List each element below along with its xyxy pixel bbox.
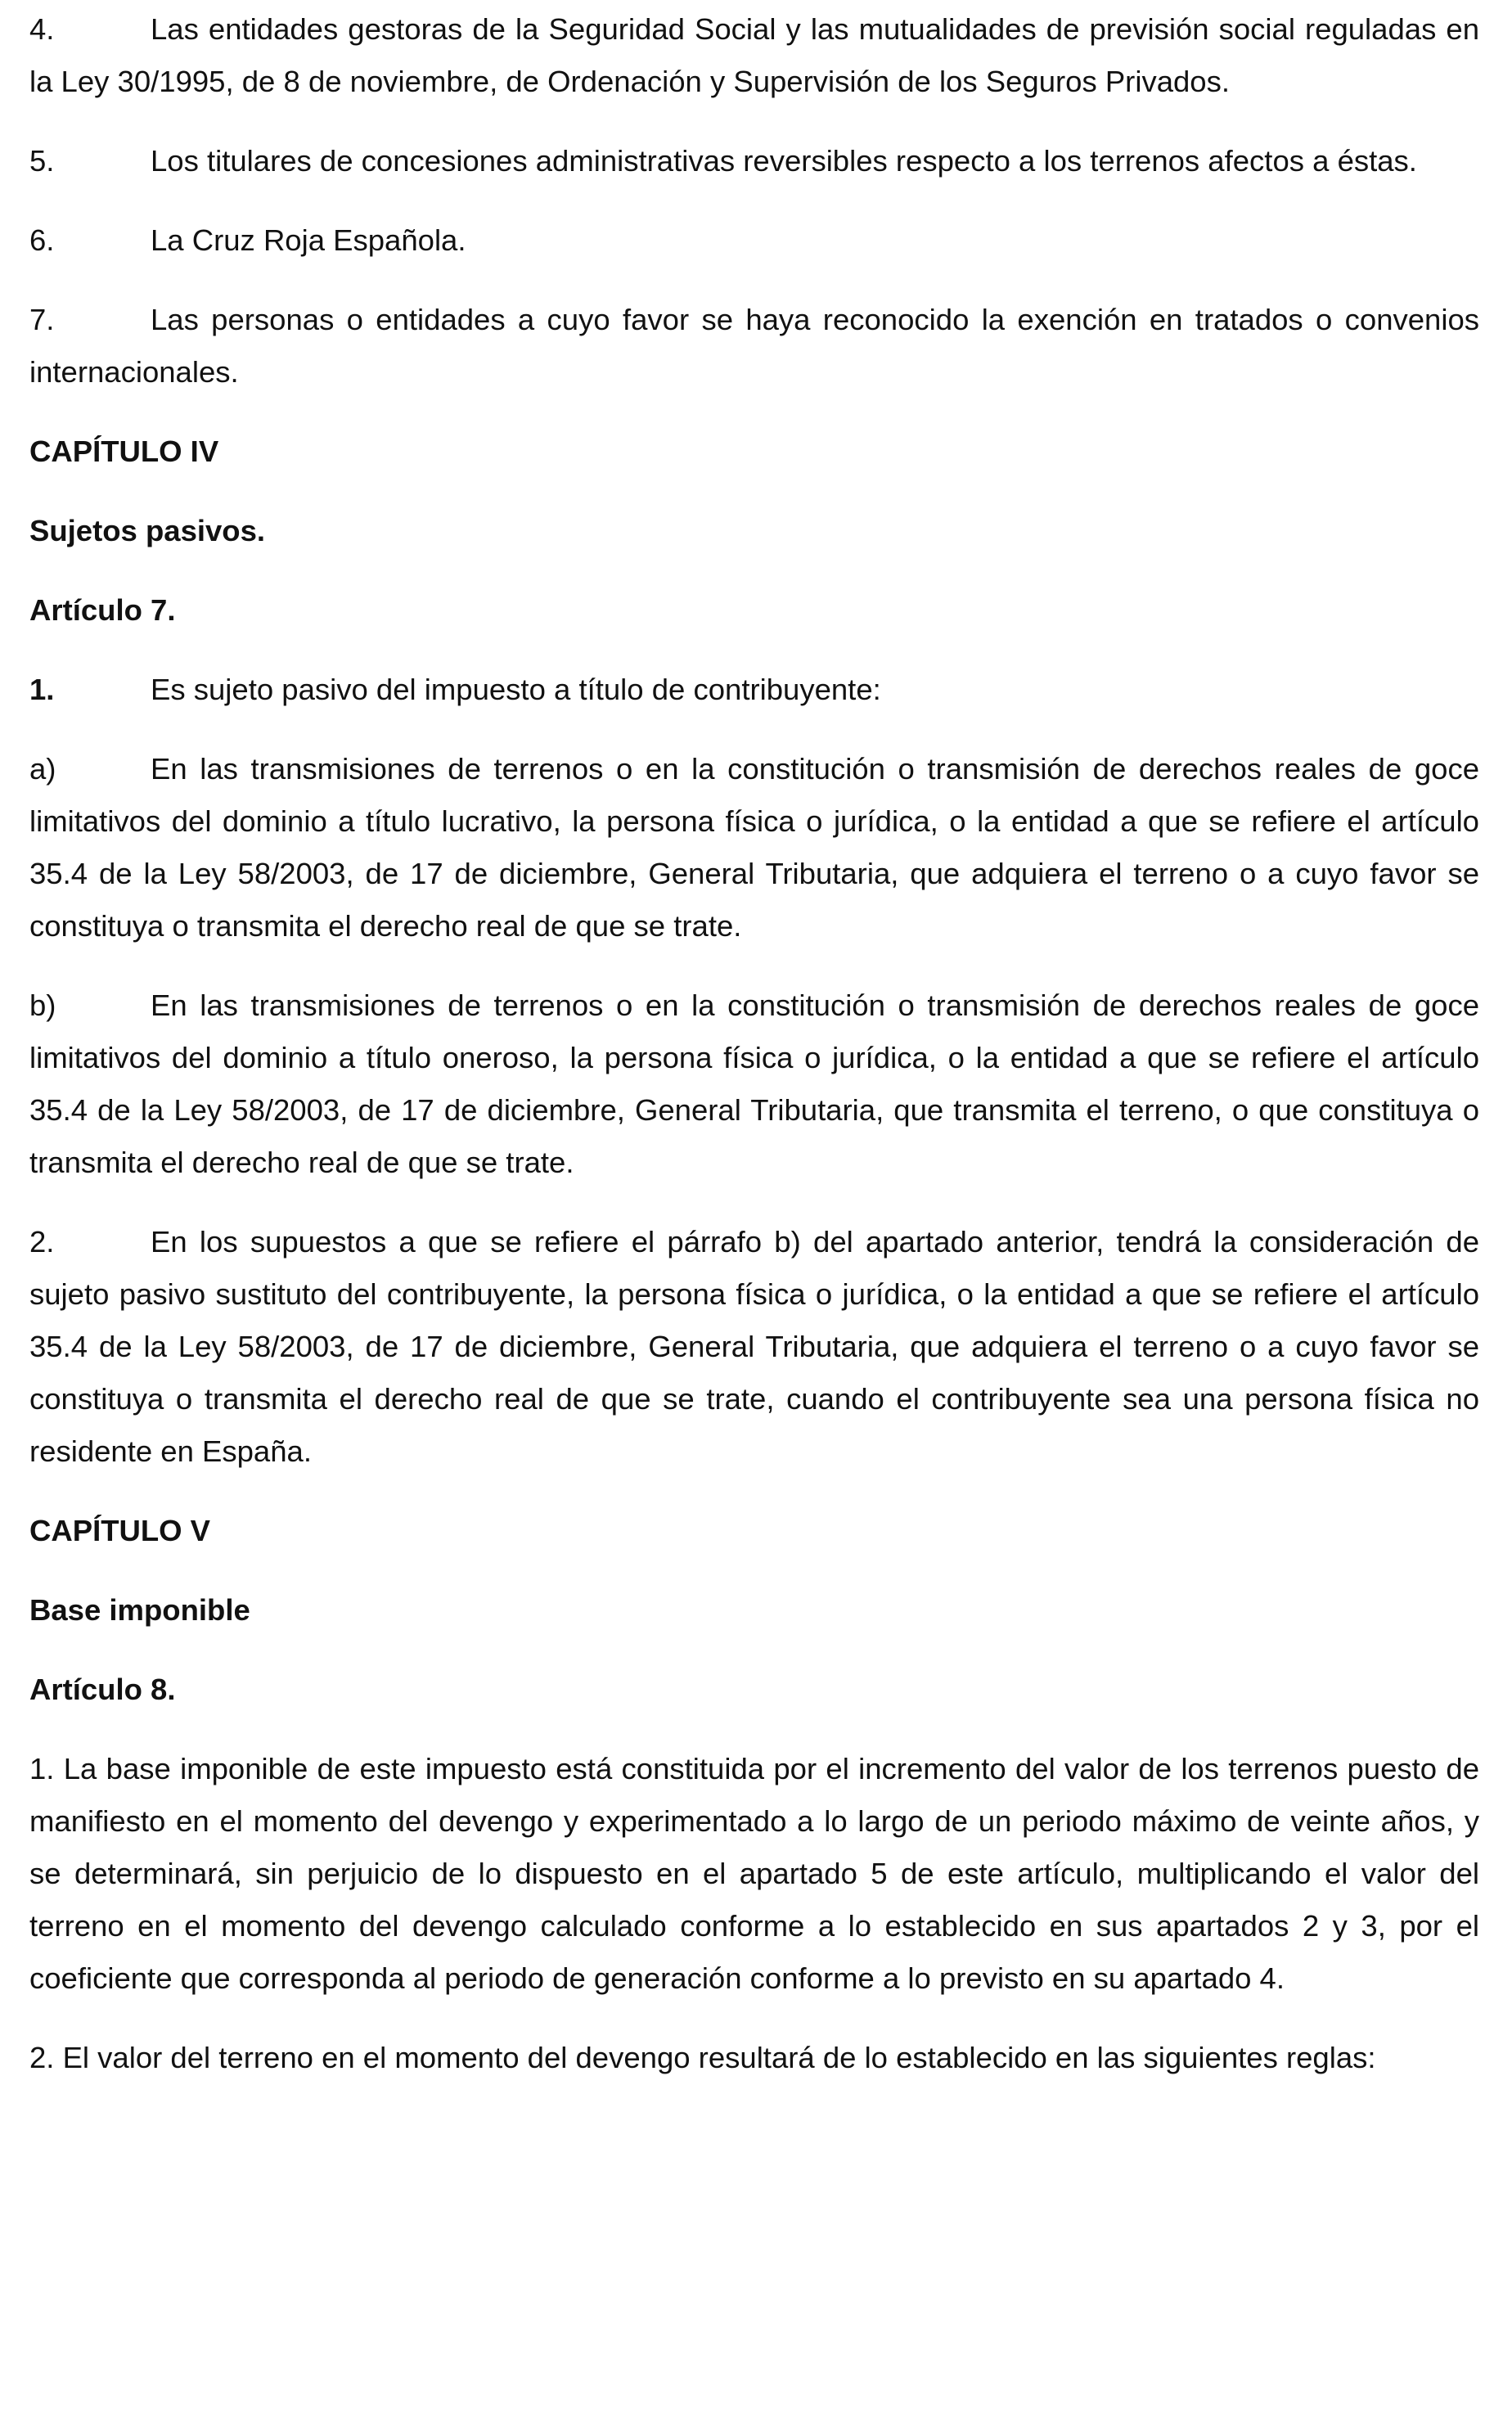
item-number: 7.	[29, 303, 55, 336]
article-7-paragraph-a	[29, 743, 1479, 952]
item-7	[29, 294, 1479, 398]
item-number: 4.	[29, 12, 55, 46]
paragraph-text: En las transmisiones de terrenos o en la constitución o transmisión de derechos reales de goce limitativos del dominio a título lucrativo, la persona física o jurídica, o la entidad a que se refiere el artículo 35.4 de la Ley 58/2003, de 17 de diciembre, General Tributaria, que adquiera el terreno o a cuyo favor se constituya o transmita el derecho real de que se trate.	[29, 752, 1479, 943]
item-text: Las personas o entidades a cuyo favor se haya reconocido la exención en tratados o convenios internacionales.	[29, 303, 1479, 389]
paragraph-letter: a)	[29, 752, 56, 786]
chapter-5-title: CAPÍTULO V	[29, 1514, 211, 1547]
chapter-4-title: CAPÍTULO IV	[29, 435, 219, 468]
item-text: La Cruz Roja Española.	[151, 223, 466, 257]
item-text: Las entidades gestoras de la Seguridad Social y las mutualidades de previsión social reguladas en la Ley 30/1995, de 8 de noviembre, de Ordenación y Supervisión de los Seguros Privados.	[29, 12, 1479, 98]
article-7-paragraph-2	[29, 1216, 1479, 1478]
chapter-4-subtitle: Sujetos pasivos.	[29, 514, 266, 547]
item-number: 6.	[29, 223, 55, 257]
paragraph-letter: b)	[29, 988, 56, 1022]
paragraph-number: 2.	[29, 1225, 55, 1259]
article-8-heading: Artículo 8.	[29, 1673, 176, 1706]
paragraph-text: En las transmisiones de terrenos o en la constitución o transmisión de derechos reales de goce limitativos del dominio a título oneroso, la persona física o jurídica, o la entidad a que se refiere el artículo 35.4 de la Ley 58/2003, de 17 de diciembre, General Tributaria, que transmita el terreno, o que constituya o transmita el derecho real de que se trate.	[29, 988, 1479, 1179]
chapter-5-subtitle: Base imponible	[29, 1593, 250, 1627]
item-6	[29, 214, 1479, 267]
paragraph-text: En los supuestos a que se refiere el párrafo b) del apartado anterior, tendrá la consideración de sujeto pasivo sustituto del contribuyente, la persona física o jurídica, o la entidad a que se refiere el artículo 35.4 de la Ley 58/2003, de 17 de diciembre, General Tributaria, que adquiera el terreno o a cuyo favor se constituya o transmita el derecho real de que se trate, cuando el contribuyente sea una persona física no residente en España.	[29, 1225, 1479, 1468]
article-8-paragraph-1: 1. La base imponible de este impuesto está constituida por el incremento del valor de los terrenos puesto de manifiesto en el momento del devengo y experimentado a lo largo de un periodo máximo de veinte años, y se determinará, sin perjuicio de lo dispuesto en el apartado 5 de este artículo, multiplicando el valor del terreno en el momento del devengo calculado conforme a lo establecido en sus apartados 2 y 3, por el coeficiente que corresponda al periodo de generación conforme a lo previsto en su apartado 4.	[29, 1752, 1479, 1995]
item-text: Los titulares de concesiones administrativas reversibles respecto a los terrenos afectos a éstas.	[151, 144, 1417, 178]
article-7-heading: Artículo 7.	[29, 593, 176, 627]
paragraph-number: 1.	[29, 673, 55, 706]
item-number: 5.	[29, 144, 55, 178]
paragraph-text: Es sujeto pasivo del impuesto a título de contribuyente:	[151, 673, 881, 706]
article-7-paragraph-1	[29, 664, 1479, 716]
item-5	[29, 135, 1479, 187]
item-4	[29, 3, 1479, 108]
article-7-paragraph-b	[29, 979, 1479, 1189]
article-8-paragraph-2: 2. El valor del terreno en el momento del devengo resultará de lo establecido en las siguientes reglas:	[29, 2041, 1376, 2074]
